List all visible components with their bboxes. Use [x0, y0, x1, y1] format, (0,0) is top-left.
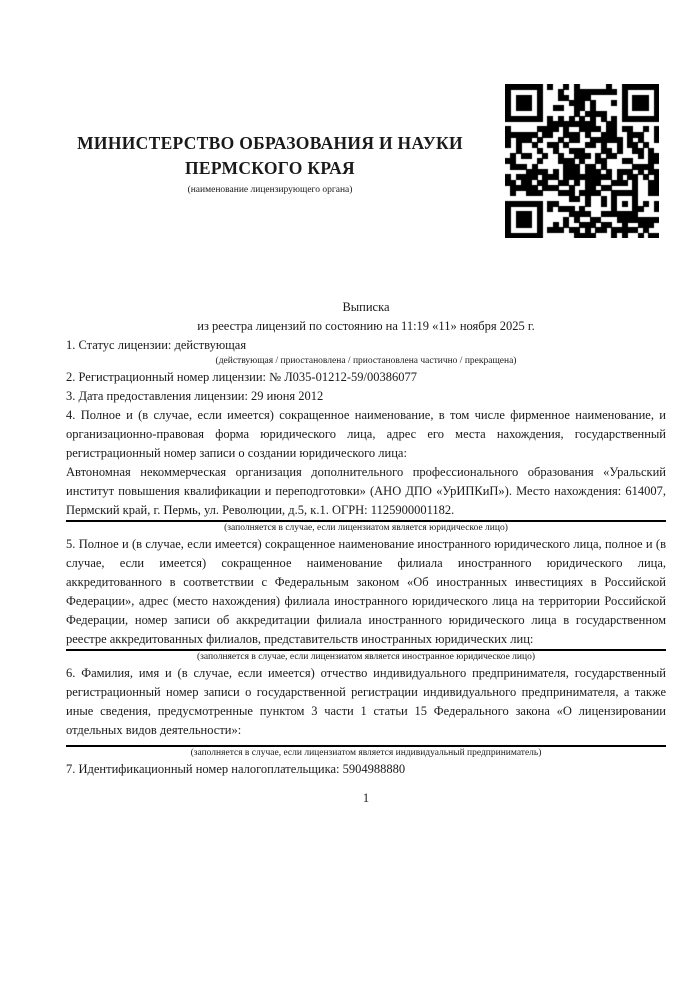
ministry-header: [50, 131, 490, 195]
item-4-fill-rule-caption: (заполняется в случае, если лицензиатом является юридическое лицо): [66, 520, 666, 535]
item-3-license-grant-date: 3. Дата предоставления лицензии: 29 июня 2012: [66, 389, 324, 403]
item-6-fill-rule-caption: (заполняется в случае, если лицензиатом является индивидуальный предприниматель): [66, 745, 666, 760]
item-6-entrepreneur-heading: 6. Фамилия, имя и (в случае, если имеется) отчество индивидуального предпринимателя, государственный регистрационный номер записи о государственной регистрации индивидуального предпринимателя, а также иные сведения, предусмотренные пунктом 3 части 1 статьи 15 Федерального закона «О лицензировании отдельных видов деятельности»:: [66, 666, 666, 737]
item-2-registration-number: 2. Регистрационный номер лицензии: № Л035-01212-59/00386077: [66, 370, 417, 384]
item-4-legal-entity-value: Автономная некоммерческая организация дополнительного профессионального образования «Уральский институт повышения квалификации и переподготовки» (АНО ДПО «УрИПКиП»). Место нахождения: 614007, Пермский край, г. Пермь, ул. Революции, д.5, к.1. ОГРН: 1125900001182.: [66, 465, 666, 517]
item-5-foreign-entity-heading: 5. Полное и (в случае, если имеется) сокращенное наименование иностранного юридического лица, полное и (в случае, если имеется) сокращенное наименование филиала иностранного юридического лица, аккредитованного в соответствии с Федеральным законом «Об иностранных инвестициях в Российской Федерации», адрес (место нахождения) филиала иностранного юридического лица на территории Российской Федерации, номер записи об аккредитации филиала иностранного юридического лица в государственном реестре аккредитованных филиалов, представительств иностранных юридических лиц:: [66, 537, 666, 646]
item-1-status-options-caption: (действующая / приостановлена / приостановлена частично / прекращена): [215, 356, 517, 366]
item-1-license-status: 1. Статус лицензии: действующая: [66, 338, 247, 352]
ministry-name-line1: МИНИСТЕРСТВО ОБРАЗОВАНИЯ И НАУКИ: [77, 133, 463, 153]
document-body: [66, 298, 666, 808]
item-5-fill-rule-caption: (заполняется в случае, если лицензиатом является иностранное юридическое лицо): [66, 649, 666, 664]
qr-code-icon: [505, 84, 659, 238]
document-title: [66, 298, 666, 336]
ministry-name-line2: ПЕРМСКОГО КРАЯ: [185, 158, 355, 178]
document-title-line1: Выписка: [342, 300, 390, 314]
item-7-taxpayer-id: 7. Идентификационный номер налогоплательщика: 5904988880: [66, 762, 406, 776]
licensing-authority-caption: (наименование лицензирующего органа): [187, 185, 353, 195]
page-number: 1: [362, 791, 370, 805]
document-title-line2: из реестра лицензий по состоянию на 11:19 «11» ноября 2025 г.: [197, 319, 535, 333]
item-4-legal-entity-heading: 4. Полное и (в случае, если имеется) сокращенное наименование, в том числе фирменное наименование, и организационно-правовая форма юридического лица, адрес его места нахождения, государственный регистрационный номер записи о создании юридического лица:: [66, 408, 666, 460]
